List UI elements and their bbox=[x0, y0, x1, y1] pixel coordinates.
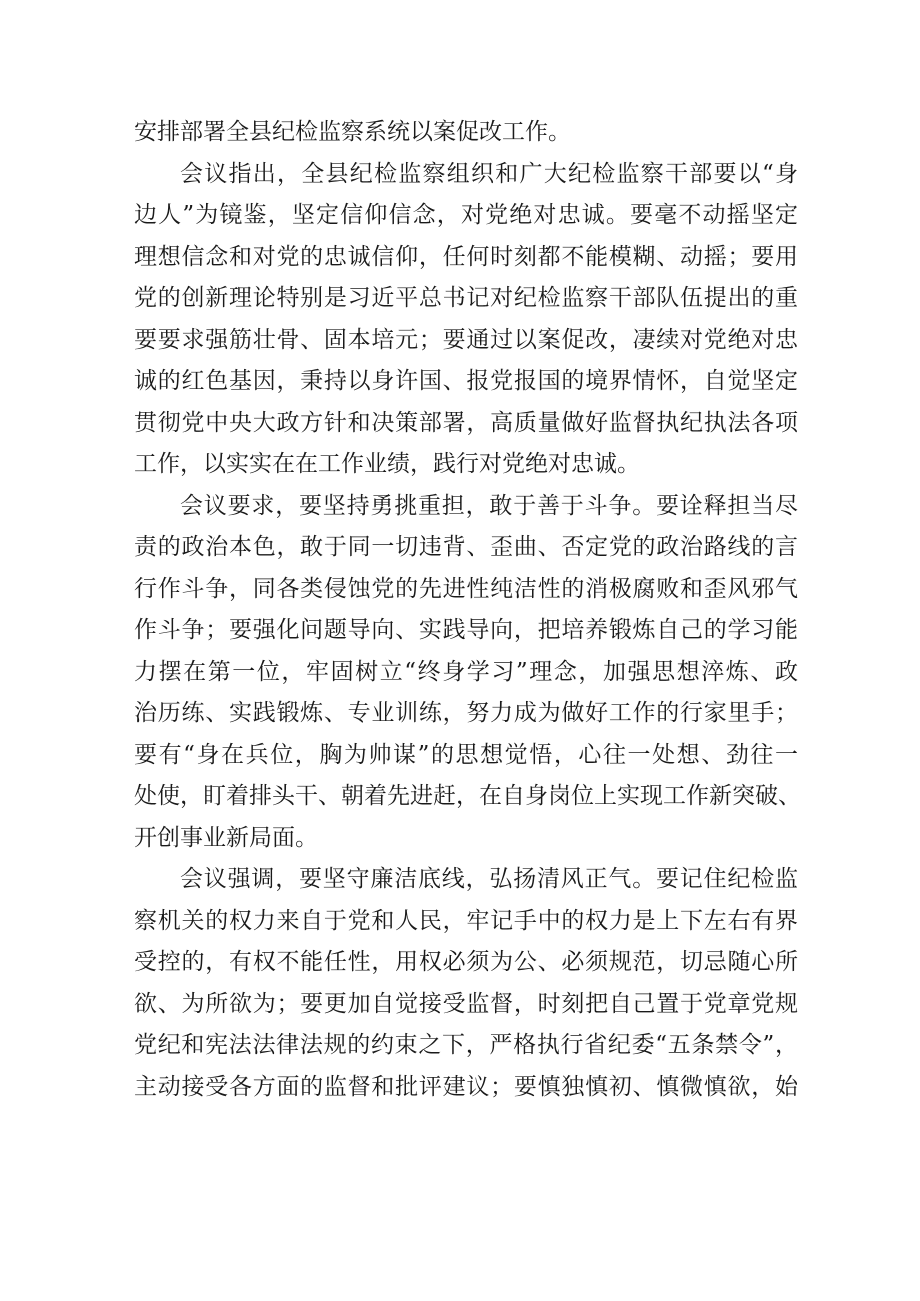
text-line: 处使，盯着排头干、朝着先进赶，在自身岗位上实现工作新突破、 bbox=[134, 783, 801, 809]
text-line: 治历练、实践锻炼、专业训练，努力成为做好工作的行家里手； bbox=[134, 700, 798, 726]
paragraph-start-line: 会议强调，要坚守廉洁底线，弘扬清风正气。要记住纪检监 bbox=[180, 866, 798, 892]
paragraph-start-line: 会议指出，全县纪检监察组织和广大纪检监察干部要以“身 bbox=[180, 160, 798, 187]
text-line: 党纪和宪法法律法规的约束之下，严格执行省纪委“五条禁令”， bbox=[134, 1032, 798, 1058]
text-line: 安排部署全县纪检监察系统以案促改工作。 bbox=[134, 119, 571, 145]
text-line: 工作，以实实在在工作业绩，践行对党绝对忠诚。 bbox=[134, 451, 640, 477]
paragraph-start-line: 会议要求，要坚持勇挑重担，敢于善于斗争。要诠释担当尽 bbox=[180, 492, 798, 519]
text-line: 开创事业新局面。 bbox=[134, 824, 318, 851]
text-line: 主动接受各方面的监督和批评建议；要慎独慎初、慎微慎欲，始 bbox=[134, 1073, 798, 1100]
text-line: 作斗争；要强化问题导向、实践导向，把培养锻炼自己的学习能 bbox=[134, 617, 798, 643]
text-line: 行作斗争，同各类侵蚀党的先进性纯洁性的消极腐败和歪风邪气 bbox=[134, 575, 798, 602]
body-text bbox=[134, 112, 801, 1108]
text-line: 贯彻党中央大政方针和决策部署，高质量做好监督执纪执法各项 bbox=[134, 409, 798, 436]
text-line: 理想信念和对党的忠诚信仰，任何时刻都不能模糊、动摇；要用 bbox=[134, 243, 798, 270]
text-line: 要有“身在兵位，胸为帅谋”的思想觉悟，心往一处想、劲往一 bbox=[134, 741, 798, 768]
text-line: 察机关的权力来自于党和人民，牢记手中的权力是上下左右有界 bbox=[134, 907, 798, 934]
text-line: 党的创新理论特别是习近平总书记对纪检监察干部队伍提出的重 bbox=[134, 285, 798, 311]
text-line: 受控的，有权不能任性，用权必须为公、必须规范，切忌随心所 bbox=[134, 949, 798, 975]
text-line: 诚的红色基因，秉持以身许国、报党报国的境界情怀，自觉坚定 bbox=[134, 368, 798, 394]
text-line: 力摆在第一位，牢固树立“终身学习”理念，加强思想淬炼、政 bbox=[134, 658, 798, 685]
text-line: 边人”为镜鉴，坚定信仰信念，对党绝对忠诚。要毫不动摇坚定 bbox=[134, 202, 798, 228]
text-line: 责的政治本色，敢于同一切违背、歪曲、否定党的政治路线的言 bbox=[134, 534, 798, 560]
text-line: 要要求强筋壮骨、固本培元；要通过以案促改，凄续对党绝对忠 bbox=[134, 326, 798, 353]
text-line: 欲、为所欲为；要更加自觉接受监督，时刻把自己置于党章党规 bbox=[134, 990, 798, 1017]
